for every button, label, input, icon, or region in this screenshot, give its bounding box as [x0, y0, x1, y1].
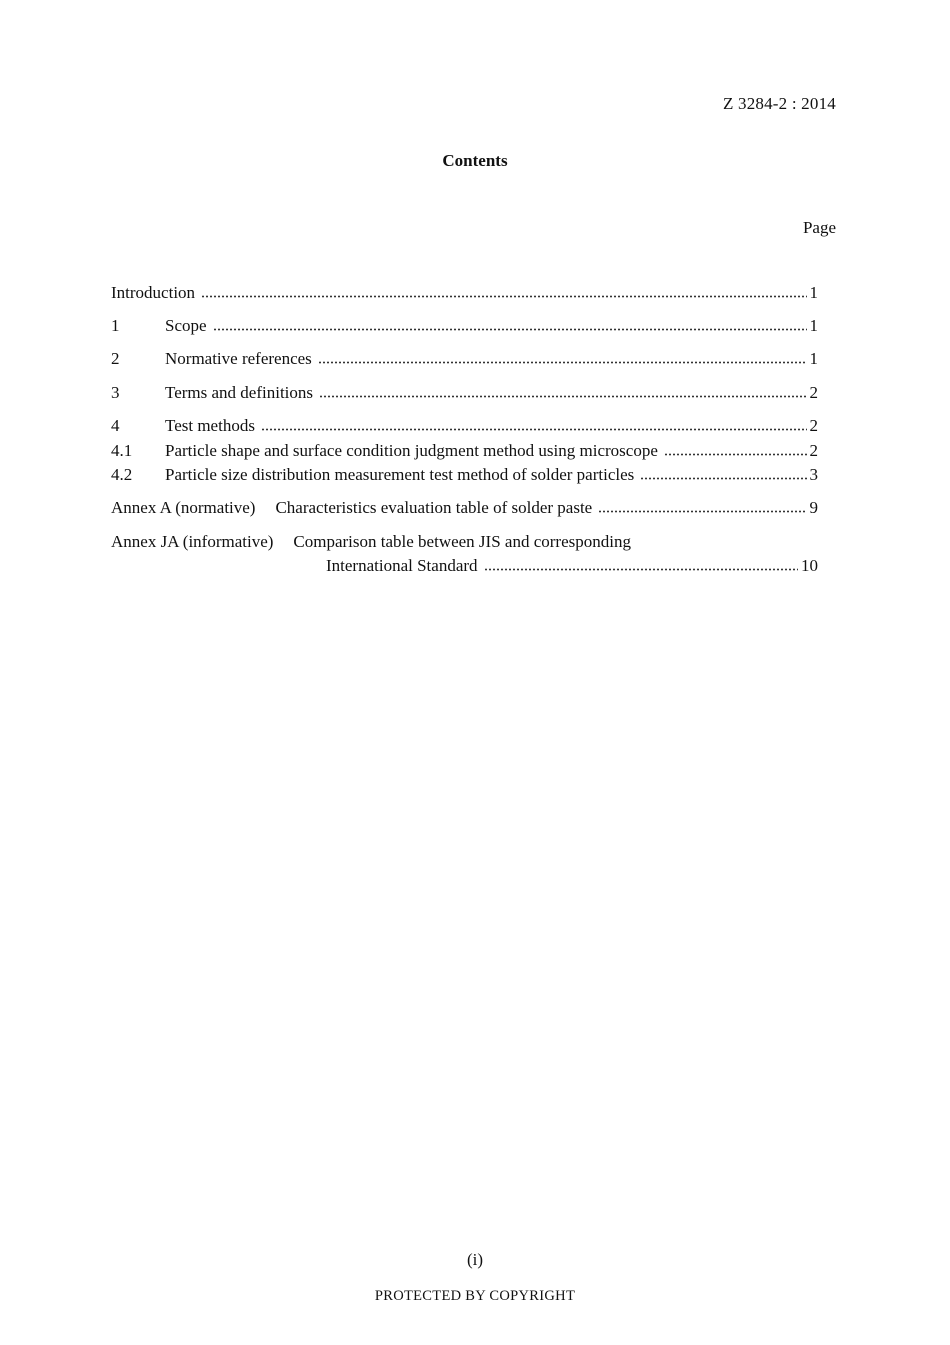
toc-entry-number: 4.1	[111, 441, 133, 460]
toc-entry-number: 1	[111, 316, 120, 335]
toc-entry-4-1[interactable]	[111, 441, 818, 461]
toc-entry-number: 4.2	[111, 465, 133, 484]
toc-entry-page: 2	[809, 416, 818, 435]
toc-entry-text: International Standard	[326, 556, 478, 575]
toc-entry-text: Introduction	[111, 283, 196, 302]
toc-entry-normative-references[interactable]	[111, 349, 818, 369]
dot-leader	[201, 295, 806, 298]
toc-entry-terms-and-definitions[interactable]	[111, 383, 818, 403]
toc-entry-annex-ja[interactable]	[111, 532, 818, 552]
toc-entry-annex-ja-continued[interactable]	[326, 556, 818, 576]
toc-entry-annex-a[interactable]	[111, 498, 818, 518]
dot-leader	[598, 510, 806, 513]
toc-entry-page: 9	[809, 498, 818, 517]
dot-leader	[319, 395, 806, 398]
toc-entry-page: 1	[809, 349, 818, 368]
toc-entry-number: 3	[111, 383, 120, 402]
dot-leader	[261, 428, 807, 431]
toc-entry-test-methods[interactable]	[111, 416, 818, 436]
dot-leader	[640, 477, 806, 480]
toc-entry-page: 1	[809, 283, 818, 302]
toc-entry-page: 2	[809, 441, 818, 460]
contents-title: Contents	[442, 151, 508, 170]
toc-entry-4-2[interactable]	[111, 465, 818, 485]
toc-entry-text: Test methods	[165, 416, 255, 435]
dot-leader	[213, 328, 807, 331]
toc-entry-scope[interactable]	[111, 316, 818, 336]
page-column-label: Page	[802, 218, 836, 237]
toc-entry-text: Comparison table between JIS and corresponding	[293, 532, 631, 551]
toc-entry-page: 10	[801, 556, 818, 575]
toc-entry-introduction[interactable]	[111, 283, 818, 303]
table-of-contents	[111, 0, 818, 1345]
toc-entry-number: 2	[111, 349, 120, 368]
dot-leader	[318, 361, 807, 364]
toc-entry-text: Normative references	[165, 349, 312, 368]
toc-entry-text: Terms and definitions	[165, 383, 314, 402]
toc-entry-page: 1	[809, 316, 818, 335]
annex-label: Annex A (normative)	[111, 498, 256, 517]
toc-entry-page: 2	[809, 383, 818, 402]
dot-leader	[484, 568, 798, 571]
toc-entry-text: Particle shape and surface condition judgment method using microscope	[165, 441, 658, 460]
copyright-notice: PROTECTED BY COPYRIGHT	[374, 1288, 576, 1304]
toc-entry-page: 3	[809, 465, 818, 484]
dot-leader	[664, 453, 807, 456]
toc-entry-text: Particle size distribution measurement test method of solder particles	[165, 465, 635, 484]
toc-entry-text: Characteristics evaluation table of solder paste	[275, 498, 593, 517]
toc-entry-number: 4	[111, 416, 120, 435]
standard-number: Z 3284-2 : 2014	[722, 94, 836, 113]
annex-label: Annex JA (informative)	[111, 532, 274, 551]
toc-entry-text: Scope	[165, 316, 207, 335]
footer-page-number: (i)	[466, 1250, 484, 1269]
